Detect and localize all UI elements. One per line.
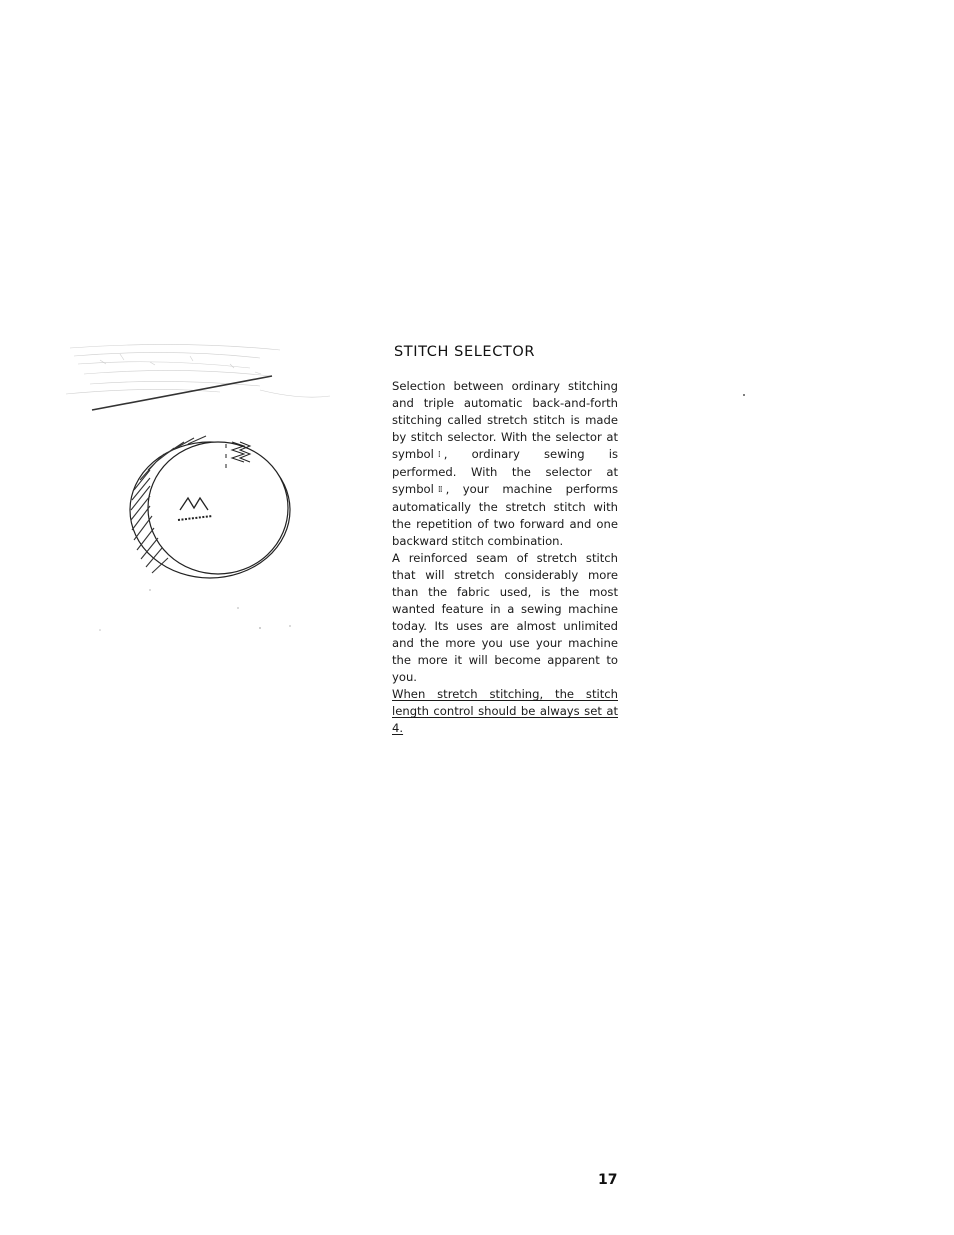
stretch-stitch-symbol: ⁞⁞	[437, 485, 442, 495]
stitch-length-note: When stretch stitching, the stitch length control should be always set at 4.	[392, 687, 618, 735]
scan-speck	[743, 394, 745, 396]
machine-edge-line	[92, 376, 272, 410]
section-title: STITCH SELECTOR	[394, 344, 536, 360]
stitch-selector-dial-illustration	[60, 340, 340, 640]
selector-knob	[130, 436, 290, 578]
paragraph-part: , your machine performs automatically the stretch stitch with the repetition of two forward and one backward stitch combination.	[392, 482, 618, 548]
paragraph-part: , ordinary sewing is performed. With the selector at symbol	[392, 447, 618, 496]
paragraph-part: Selection between ordinary stitching and triple automatic back-and-forth stitching called stretch stitch is made by stitch selector. With the selector at symbol	[392, 379, 618, 461]
paragraph-stitch-selection	[392, 378, 618, 550]
ordinary-stitch-symbol: ⁞	[437, 450, 440, 460]
page-number: 17	[598, 1172, 618, 1188]
body-text	[392, 378, 618, 737]
paragraph-reinforced-seam: A reinforced seam of stretch stitch that will stretch considerably more than the fabric used, is the most wanted feature in a sewing machine today. Its uses are almost unlimited and the more you use your machine the more it will become apparent to you.	[392, 551, 618, 684]
